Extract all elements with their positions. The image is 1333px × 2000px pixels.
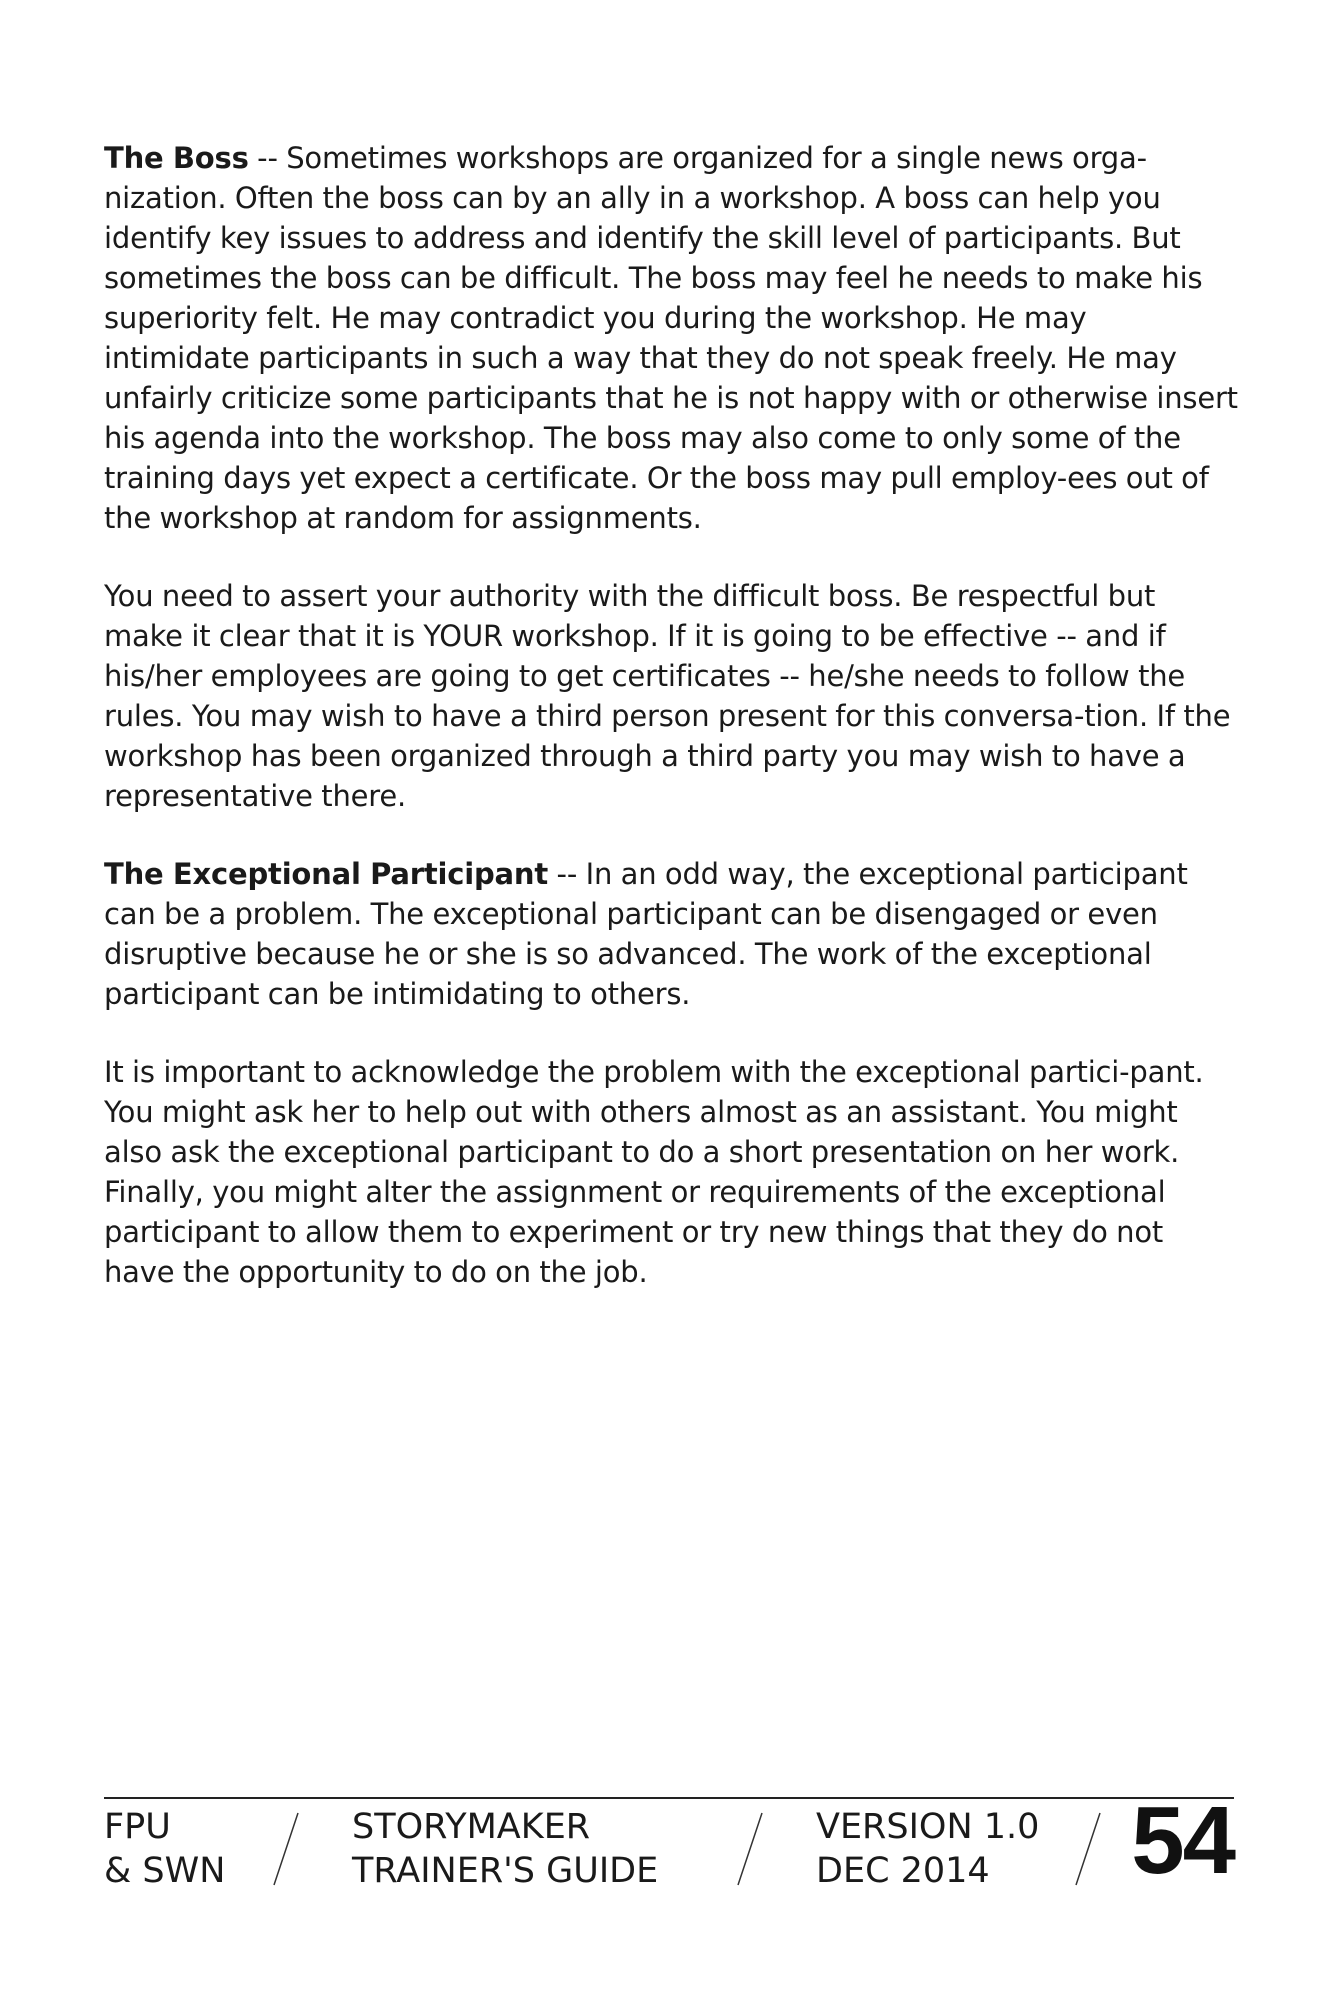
footer-title-line2: TRAINER'S GUIDE — [352, 1851, 659, 1891]
paragraph-text: It is important to acknowledge the problem with the exceptional partici-pant. You might ask her to help out with others almost as an assistant. You might also ask the exceptional participant to do a short presentation on her work. Finally, you might alter the assignment or requirements of the exceptional participant to allow them to experiment or try new things that they do not have the opportunity to do on the job. — [104, 1055, 1204, 1289]
footer-org-line1: FPU — [104, 1807, 171, 1847]
footer-org-line2: & SWN — [104, 1851, 226, 1891]
footer-version-line1: VERSION 1.0 — [816, 1807, 1040, 1847]
slash-separator-icon — [264, 1805, 344, 1895]
page-footer — [104, 1787, 1234, 1905]
footer-org — [104, 1805, 225, 1893]
paragraph-exceptional-advice — [104, 1052, 1239, 1292]
paragraph-lead: The Exceptional Participant — [104, 857, 549, 891]
footer-version — [816, 1805, 1039, 1893]
paragraph-text: -- Sometimes workshops are organized for a single news orga-nization. Often the boss can by an ally in a workshop. A boss can help you identify key issues to address and identify the skill level of participants. But sometimes the boss can be difficult. The boss may feel he needs to make his superiority felt. He may contradict you during the workshop. He may intimidate participants in such a way that they do not speak freely. He may unfairly criticize some participants that he is not happy with or otherwise insert his agenda into the workshop. The boss may also come to only some of the training days yet expect a certificate. Or the boss may pull employ-ees out of the workshop at random for assignments. — [104, 141, 1238, 535]
paragraph-boss-advice — [104, 576, 1239, 816]
footer-divider — [104, 1797, 1234, 1799]
paragraph-the-boss — [104, 138, 1239, 538]
paragraph-text: -- In an odd way, the exceptional participant can be a problem. The exceptional participant can be disengaged or even disruptive because he or she is so advanced. The work of the exceptional participant can be intimidating to others. — [104, 857, 1188, 1011]
footer-title — [352, 1805, 658, 1893]
paragraph-text: You need to assert your authority with the difficult boss. Be respectful but make it clear that it is YOUR workshop. If it is going to be effective -- and if his/her employees are going to get certificates -- he/she needs to follow the rules. You may wish to have a third person present for this conversa-tion. If the workshop has been organized through a third party you may wish to have a representative there. — [104, 579, 1231, 813]
slash-separator-icon — [728, 1805, 808, 1895]
page-body — [104, 138, 1239, 1330]
footer-title-line1: STORYMAKER — [352, 1807, 591, 1847]
page-number: 54 — [1131, 1787, 1234, 1894]
paragraph-exceptional-participant — [104, 854, 1239, 1014]
footer-version-line2: DEC 2014 — [816, 1851, 990, 1891]
paragraph-lead: The Boss — [104, 141, 249, 175]
